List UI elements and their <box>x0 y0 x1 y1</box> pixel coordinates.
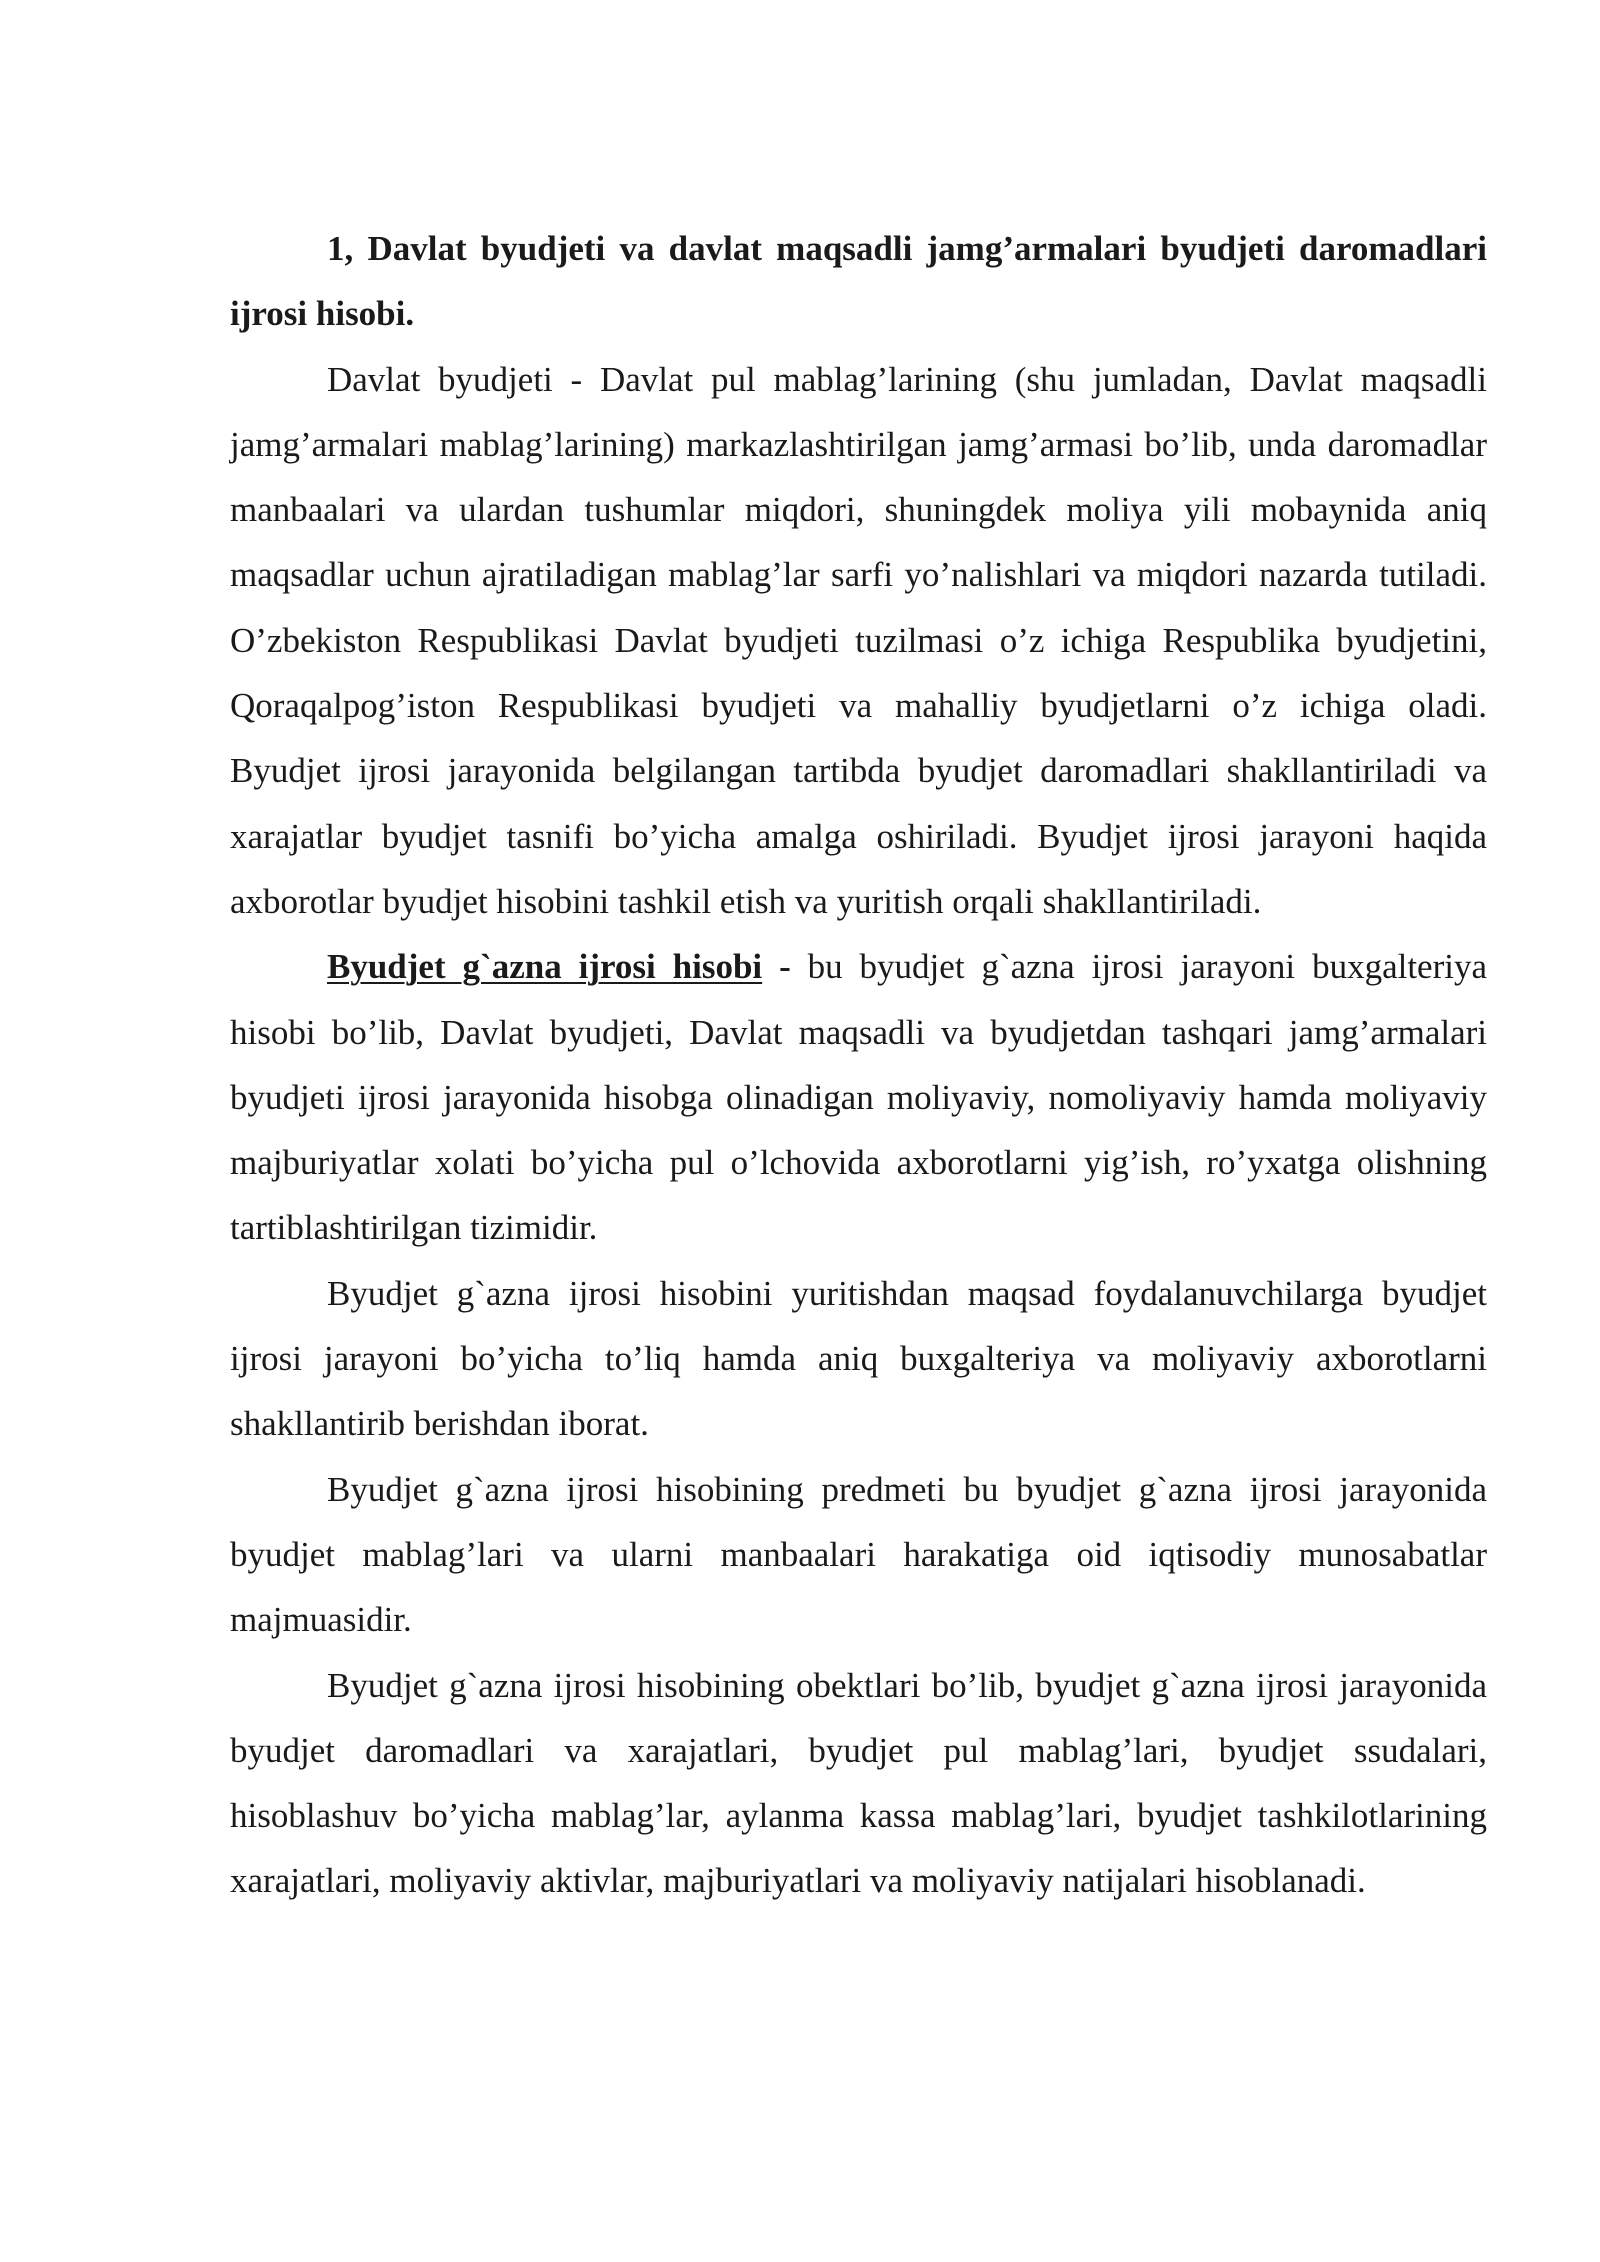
paragraph-text: Byudjet g`azna ijrosi hisobining predmeti bu byudjet g`azna ijrosi jarayonida byudjet mablag’lari va ularni manbaalari harakatiga oid iqtisodiy munosabatlar majmuasidir. <box>230 1469 1487 1640</box>
paragraph-treasury-accounting-definition <box>230 934 1487 1260</box>
paragraph-text: Byudjet g`azna ijrosi hisobining obektlari bo’lib, byudjet g`azna ijrosi jarayonida byudjet daromadlari va xarajatlari, byudjet pul mablag’lari, byudjet ssudalari, hisoblashuv bo’yicha mablag’lar, aylanma kassa mablag’lari, byudjet tashkilotlarining xarajatlari, moliyaviy aktivlar, majburiyatlari va moliyaviy natijalari hisoblanadi. <box>230 1665 1487 1901</box>
term-dash: - <box>762 947 808 987</box>
paragraph-state-budget <box>230 347 1487 935</box>
defined-term: Byudjet g`azna ijrosi hisobi <box>327 947 763 987</box>
paragraph-text: bu byudjet g`azna ijrosi jarayoni buxgalteriya hisobi bo’lib, Davlat byudjeti, Davlat maqsadli va byudjetdan tashqari jamg’armalari byudjeti ijrosi jarayonida hisobga olinadigan moliyaviy, nomoliyaviy hamda moliyaviy majburiyatlar xolati bo’yicha pul o’lchovida axborotlarni yig’ish, ro’yxatga olishning tartiblashtirilgan tizimidir. <box>230 947 1488 1248</box>
paragraph-text: Byudjet g`azna ijrosi hisobini yuritishdan maqsad foydalanuvchilarga byudjet ijrosi jarayoni bo’yicha to’liq hamda aniq buxgalteriya va moliyaviy axborotlarni shakllantirib berishdan iborat. <box>230 1273 1487 1444</box>
paragraph-text: Davlat byudjeti - Davlat pul mablag’larining (shu jumladan, Davlat maqsadli jamg’armalari mablag’larining) markazlashtirilgan jamg’armasi bo’lib, unda daromadlar manbaalari va ulardan tushumlar miqdori, shuningdek moliya yili mobaynida aniq maqsadlar uchun ajratiladigan mablag’lar sarfi yo’nalishlari va miqdori nazarda tutiladi. O’zbekiston Respublikasi Davlat byudjeti tuzilmasi o’z ichiga Respublika byudjetini, Qoraqalpog’iston Respublikasi byudjeti va mahalliy byudjetlarni o’z ichiga oladi. Byudjet ijrosi jarayonida belgilangan tartibda byudjet daromadlari shakllantiriladi va xarajatlar byudjet tasnifi bo’yicha amalga oshiriladi. Byudjet ijrosi jarayoni haqida axborotlar byudjet hisobini tashkil etish va yuritish orqali shakllantiriladi. <box>230 359 1487 921</box>
paragraph-accounting-subject <box>230 1457 1487 1653</box>
paragraph-accounting-purpose <box>230 1261 1487 1457</box>
document-body <box>230 216 1487 1914</box>
paragraph-accounting-objects <box>230 1653 1487 1914</box>
section-heading: 1, Davlat byudjeti va davlat maqsadli jamg’armalari byudjeti daromadlari ijrosi hisobi. <box>230 229 1487 334</box>
